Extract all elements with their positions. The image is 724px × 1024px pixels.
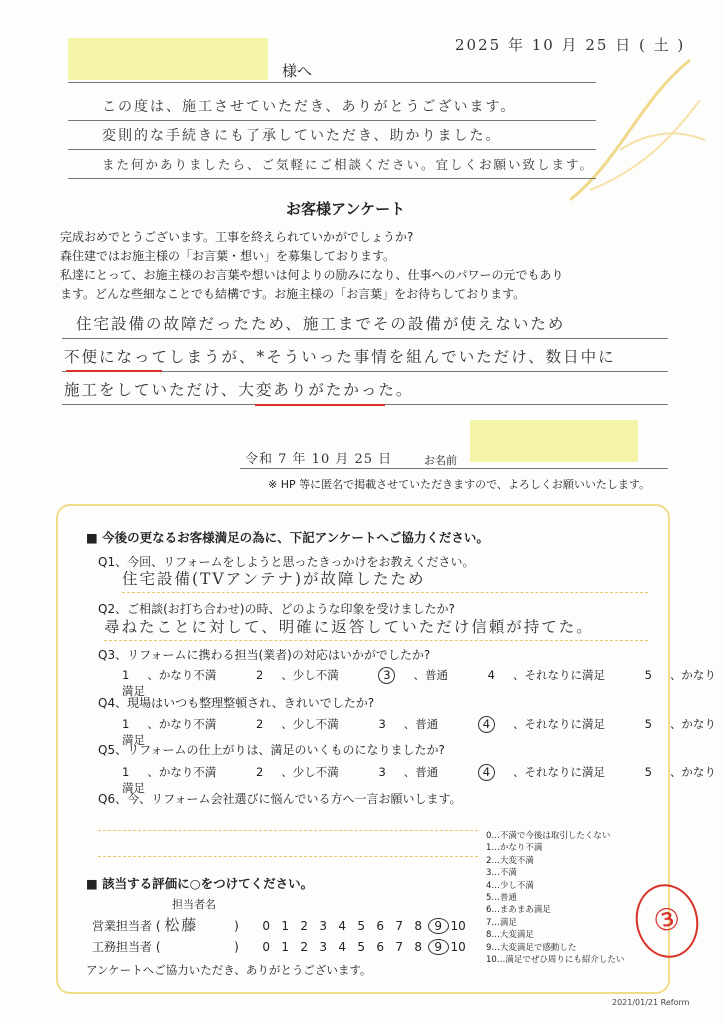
scale-number: 10 <box>450 940 466 954</box>
option-text: 、少し不満 <box>281 765 339 779</box>
letter-line: この度は、施工させていただき、ありがとうございます。 <box>68 92 596 121</box>
q6-answer-line <box>98 830 478 831</box>
q6-label: Q6、今、リフォーム会社選びに悩んでいる方へ一言お願いします。 <box>98 792 462 806</box>
legend-item: 4…少し不満 <box>486 880 534 891</box>
legend-item: 0…不満で今後は取引したくない <box>486 831 611 841</box>
intro-line: 森住建ではお施主様の「お言葉・想い」を募集しております。 <box>60 249 396 263</box>
scale-number: 6 <box>376 919 384 933</box>
option-number: 1 <box>122 765 130 779</box>
comment-line: 住宅設備の故障だったため、施工までその設備が使えないため <box>62 306 668 339</box>
intro-line: 私達にとって、お施主様のお言葉や想いは何よりの励みになり、仕事へのパワーの元でもあり <box>60 268 564 282</box>
legend-item: 6…まあまあ満足 <box>486 905 551 916</box>
q1-label: Q1、今回、リフォームをしようと思ったきっかけをお教えください。 <box>98 555 475 569</box>
sales-staff-label: 営業担当者 ( <box>92 919 161 933</box>
option-number: 2 <box>255 668 264 682</box>
scale-number: 8 <box>414 940 422 954</box>
letter-date: 2025 年 10 月 25 日 ( 土 ) <box>455 36 686 54</box>
legend-item: 9…大変満足で感動した <box>486 942 577 953</box>
q2-answer: 尋ねたことに対して、明確に返答していただけ信頼が持てた。 <box>104 614 648 641</box>
scale-number: 7 <box>395 919 403 933</box>
survey-intro <box>60 228 670 304</box>
legend-item: 3…不満 <box>486 868 517 879</box>
thanks-text: アンケートへご協力いただき、ありがとうございます。 <box>86 963 372 977</box>
scale-number: 2 <box>300 919 308 933</box>
option-text: 、かなり不満 <box>147 668 217 682</box>
selected-option-circle: 4 <box>478 764 495 781</box>
recipient-suffix: 様へ <box>282 62 313 80</box>
name-label: お名前 <box>424 454 457 467</box>
legend-item: 1…かなり不満 <box>486 843 543 854</box>
q5-label: Q5、リフォームの仕上がりは、満足のいくものになりましたか? <box>98 743 445 757</box>
q3-label: Q3、リフォームに携わる担当(業者)の対応はいかがでしたか? <box>98 648 431 662</box>
option-text: 、少し不満 <box>281 717 339 731</box>
red-underline-mark <box>66 370 162 372</box>
letter-line: また何かありましたら、ご気軽にご相談ください。宜しくお願い致します。 <box>68 150 596 179</box>
comment-line: 施工をしていただけ、大変ありがたかった。 <box>62 372 668 405</box>
q2-label: Q2、ご相談(お打ち合わせ)の時、どのような印象を受けましたか? <box>98 602 455 616</box>
close-paren: ) <box>234 919 239 933</box>
scale-number: 2 <box>300 940 308 954</box>
red-circled-stamp: ③ <box>629 878 705 963</box>
legend-item: 2…大変不満 <box>486 855 534 866</box>
rating-heading: ■ 該当する評価に○をつけてください。 <box>86 876 314 891</box>
signature-underline <box>240 468 668 469</box>
option-number: 2 <box>255 717 264 731</box>
scale-number: 5 <box>357 940 365 954</box>
scale-number: 4 <box>338 940 346 954</box>
red-underline-mark <box>255 404 385 406</box>
option-text: 、普通 <box>413 668 448 682</box>
scale-number: 4 <box>338 919 346 933</box>
option-number: 2 <box>255 765 264 779</box>
publication-note: ※ HP 等に匿名で掲載させていただきますので、よろしくお願いいたします。 <box>268 478 651 491</box>
option-number: 4 <box>487 668 495 682</box>
scale-number: 5 <box>357 919 365 933</box>
survey-title: お客様アンケート <box>286 200 406 218</box>
scale-number: 1 <box>281 940 289 954</box>
scale-number: 0 <box>262 919 270 933</box>
scale-number: 1 <box>281 919 289 933</box>
recipient-underline <box>68 82 596 83</box>
option-number: 5 <box>644 717 652 731</box>
option-text: 、かなり満足 <box>122 765 716 795</box>
option-number: 5 <box>644 668 652 682</box>
q6-answer-line <box>98 856 478 857</box>
questionnaire-heading: ■ 今後の更なるお客様満足の為に、下記アンケートへご協力ください。 <box>86 530 489 545</box>
legend-item: 7…満足 <box>486 917 517 928</box>
rating-legend <box>486 830 624 966</box>
staff-name-header: 担当者名 <box>172 898 216 911</box>
option-number: 1 <box>122 668 130 682</box>
legend-item: 5…普通 <box>486 893 517 904</box>
sales-staff-row <box>92 914 468 935</box>
option-text: 、普通 <box>403 717 439 731</box>
recipient-name-redacted <box>68 38 268 80</box>
intro-line: 完成おめでとうございます。工事を終えられていかがでしょうか? <box>60 230 414 244</box>
customer-name-redacted <box>470 420 638 462</box>
scale-number: 7 <box>395 940 403 954</box>
option-text: 、かなり不満 <box>147 765 217 779</box>
scale-number: 10 <box>450 919 466 933</box>
scale-number: 3 <box>319 919 327 933</box>
legend-item: 8…大変満足 <box>486 930 534 941</box>
scale-number-selected: 9 <box>428 939 449 955</box>
option-text: 、かなり満足 <box>122 668 716 698</box>
legend-item: 10…満足でぜひ周りにも紹介したい <box>486 955 625 966</box>
signature-date: 令和 7 年 10 月 25 日 <box>245 452 393 467</box>
letter-body <box>68 92 596 179</box>
scale-number: 0 <box>262 940 270 954</box>
option-number: 3 <box>378 717 386 731</box>
option-number: 3 <box>378 765 386 779</box>
q4-label: Q4、現場はいつも整理整頓され、きれいでしたか? <box>98 696 375 710</box>
selected-option-circle: 3 <box>378 667 395 684</box>
form-version: 2021/01/21 Reform <box>612 998 690 1007</box>
option-number: 1 <box>122 717 130 731</box>
customer-comment <box>62 306 668 405</box>
selected-option-circle: 4 <box>478 716 495 733</box>
scale-number: 6 <box>376 940 384 954</box>
scale-number: 3 <box>319 940 327 954</box>
option-text: 、それなりに満足 <box>512 668 605 682</box>
scale-number-selected: 9 <box>428 918 449 934</box>
option-text: 、かなり不満 <box>147 717 217 731</box>
option-text: 、普通 <box>403 765 439 779</box>
intro-line: ます。どんな些細なことでも結構です。お施主様の「お言葉」をお待ちしております。 <box>60 287 526 301</box>
works-staff-label: 工務担当者 ( <box>92 940 161 954</box>
works-staff-row <box>92 938 468 955</box>
sales-staff-name: 松藤 <box>164 916 199 934</box>
option-text: 、それなりに満足 <box>512 717 605 731</box>
option-text: 、少し不満 <box>281 668 339 682</box>
letter-line: 変則的な手続きにも了承していただき、助かりました。 <box>68 121 596 150</box>
option-text: 、それなりに満足 <box>512 765 605 779</box>
scale-number: 8 <box>414 919 422 933</box>
comment-line: 不便になってしまうが、*そういった事情を組んでいただけ、数日中に <box>62 339 668 372</box>
close-paren: ) <box>234 940 239 954</box>
option-text: 、かなり満足 <box>122 717 716 747</box>
q1-answer: 住宅設備(TVアンテナ)が故障したため <box>122 566 648 593</box>
option-number: 5 <box>644 765 652 779</box>
